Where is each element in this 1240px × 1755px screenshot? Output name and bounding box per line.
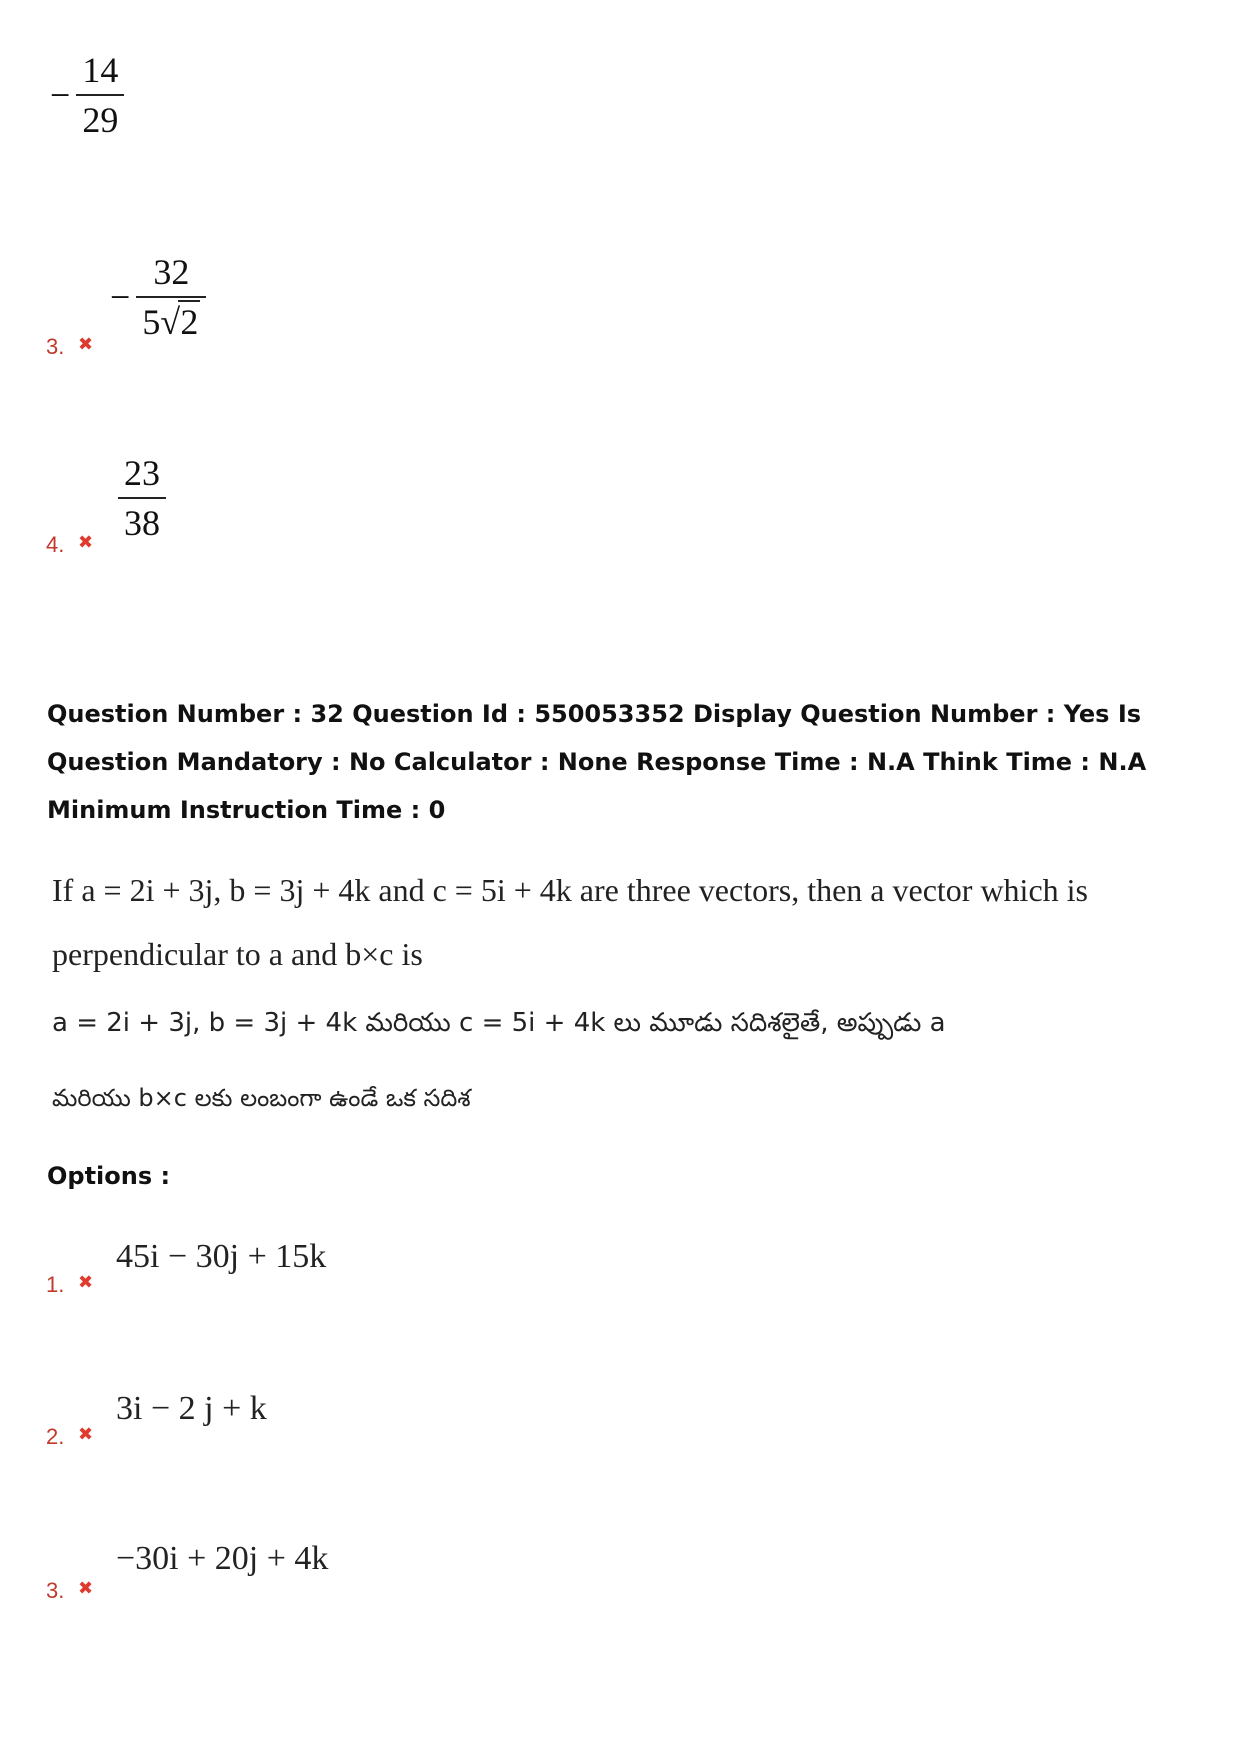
wrong-answer-icon: ✖	[78, 334, 94, 355]
option-1-expression: 45i − 30j + 15k	[116, 1238, 327, 1275]
prev-option-fraction-1	[50, 52, 124, 138]
prev-option-fraction-3	[110, 254, 206, 340]
wrong-answer-icon: ✖	[78, 1424, 94, 1445]
radical-sign-icon: √	[160, 302, 181, 342]
question-telugu-line-1: a = 2i + 3j, b = 3j + 4k మరియు c = 5i + 4k లు మూడు సదిశలైతే, అప్పుడు a	[52, 1008, 946, 1038]
question-metadata: Question Number : 32 Question Id : 550053352 Display Question Number : Yes Is Question Mandatory : No Calculator : None Response Time : N.A Think Time : N.A Minimum Instruction Time : 0	[47, 700, 1147, 824]
question-english-line-2: perpendicular to a and b×c is	[52, 936, 423, 972]
fraction-sign: −	[50, 75, 71, 115]
wrong-answer-icon: ✖	[78, 532, 94, 553]
wrong-answer-icon: ✖	[78, 1272, 94, 1293]
prev-option-fraction-4	[112, 455, 166, 541]
option-2-expression: 3i − 2 j + k	[116, 1390, 267, 1427]
fraction-numerator: 23	[124, 453, 160, 493]
fraction-denominator: 29	[76, 94, 124, 138]
option-3-number: 3.	[46, 1578, 65, 1603]
question-telugu-line-2: మరియు b×c లకు లంబంగా ఉండే ఒక సదిశ	[52, 1084, 471, 1112]
option-1-number: 1.	[46, 1272, 65, 1297]
fraction-sign: −	[110, 277, 131, 317]
prev-option-4-number: 4.	[46, 532, 65, 557]
option-3-expression: −30i + 20j + 4k	[116, 1540, 329, 1577]
option-2-number: 2.	[46, 1424, 65, 1449]
prev-option-3-number: 3.	[46, 334, 65, 359]
denominator-coefficient: 5	[142, 302, 161, 342]
question-text: a = 2i + 3j, b = 3j + 4k and c = 5i + 4k are three vectors, then a vector which is	[81, 872, 1088, 908]
radicand: 2	[180, 302, 199, 342]
fraction-numerator: 32	[153, 252, 190, 292]
options-label: Options :	[47, 1162, 171, 1190]
fraction-denominator: 38	[118, 497, 166, 541]
wrong-answer-icon: ✖	[78, 1578, 94, 1599]
question-english-line-1	[52, 872, 1088, 909]
question-prefix: If	[52, 872, 82, 908]
fraction-denominator	[136, 296, 206, 340]
fraction-numerator: 14	[82, 50, 119, 90]
square-root	[160, 304, 200, 340]
